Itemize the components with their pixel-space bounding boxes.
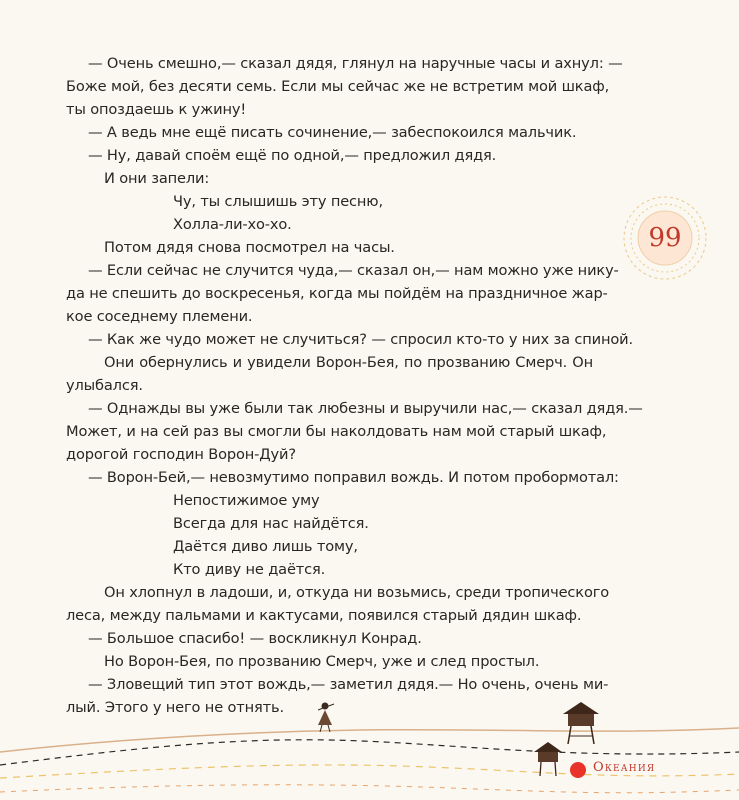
text-line: да не спешить до воскресенья, когда мы пойдём на праздничное жар- <box>66 285 608 302</box>
section-label: Океания <box>593 760 656 775</box>
poem-line: Всегда для нас найдётся. <box>173 515 369 532</box>
song-line: Чу, ты слышишь эту песню, <box>173 193 383 210</box>
text-line: Но Ворон-Бея, по прозванию Смерч, уже и след простыл. <box>104 653 540 670</box>
text-line: — Ну, давай споём ещё по одной,— предложил дядя. <box>88 147 497 164</box>
text-line: — А ведь мне ещё писать сочинение,— забеспокоился мальчик. <box>88 124 577 141</box>
text-line: улыбался. <box>66 377 143 394</box>
page-number-badge <box>622 195 708 281</box>
text-line: — Однажды вы уже были так любезны и выручили нас,— сказал дядя.— <box>88 400 643 417</box>
text-line: дорогой господин Ворон-Дуй? <box>66 446 296 463</box>
page-number: 99 <box>648 223 682 253</box>
text-line: Он хлопнул в ладоши, и, откуда ни возьмись, среди тропического <box>104 584 610 601</box>
text-line: лый. Этого у него не отнять. <box>66 699 284 716</box>
text-line: — Как же чудо может не случиться? — спросил кто-то у них за спиной. <box>88 331 633 348</box>
text-line: Потом дядя снова посмотрел на часы. <box>104 239 395 256</box>
text-line: Может, и на сей раз вы смогли бы наколдовать нам мой старый шкаф, <box>66 423 607 440</box>
section-marker-dot <box>570 762 586 778</box>
text-line: ты опоздаешь к ужину! <box>66 101 247 118</box>
text-line: Боже мой, без десяти семь. Если мы сейчас же не встретим мой шкаф, <box>66 78 610 95</box>
text-line: леса, между пальмами и кактусами, появился старый дядин шкаф. <box>66 607 582 624</box>
stilt-hut-icon <box>563 702 599 744</box>
text-line: — Ворон-Бей,— невозмутимо поправил вождь. И потом пробормотал: <box>88 469 619 486</box>
text-line: — Очень смешно,— сказал дядя, глянул на наручные часы и ахнул: — <box>88 55 623 72</box>
text-line: — Большое спасибо! — воскликнул Конрад. <box>88 630 422 647</box>
text-line: — Зловещий тип этот вождь,— заметил дядя.— Но очень, очень ми- <box>88 676 609 693</box>
poem-line: Кто диву не даётся. <box>173 561 326 578</box>
small-hut-icon <box>534 742 562 776</box>
text-line: И они запели: <box>104 170 210 187</box>
text-line: кое соседнему племени. <box>66 308 253 325</box>
poem-line: Непостижимое уму <box>173 492 320 509</box>
text-line: — Если сейчас не случится чуда,— сказал он,— нам можно уже нику- <box>88 262 619 279</box>
poem-line: Даётся диво лишь тому, <box>173 538 358 555</box>
song-line: Холла-ли-хо-хо. <box>173 216 292 233</box>
decorative-landscape <box>0 690 739 800</box>
text-line: Они обернулись и увидели Ворон-Бея, по прозванию Смерч. Он <box>104 354 593 371</box>
figure-icon <box>318 703 334 733</box>
